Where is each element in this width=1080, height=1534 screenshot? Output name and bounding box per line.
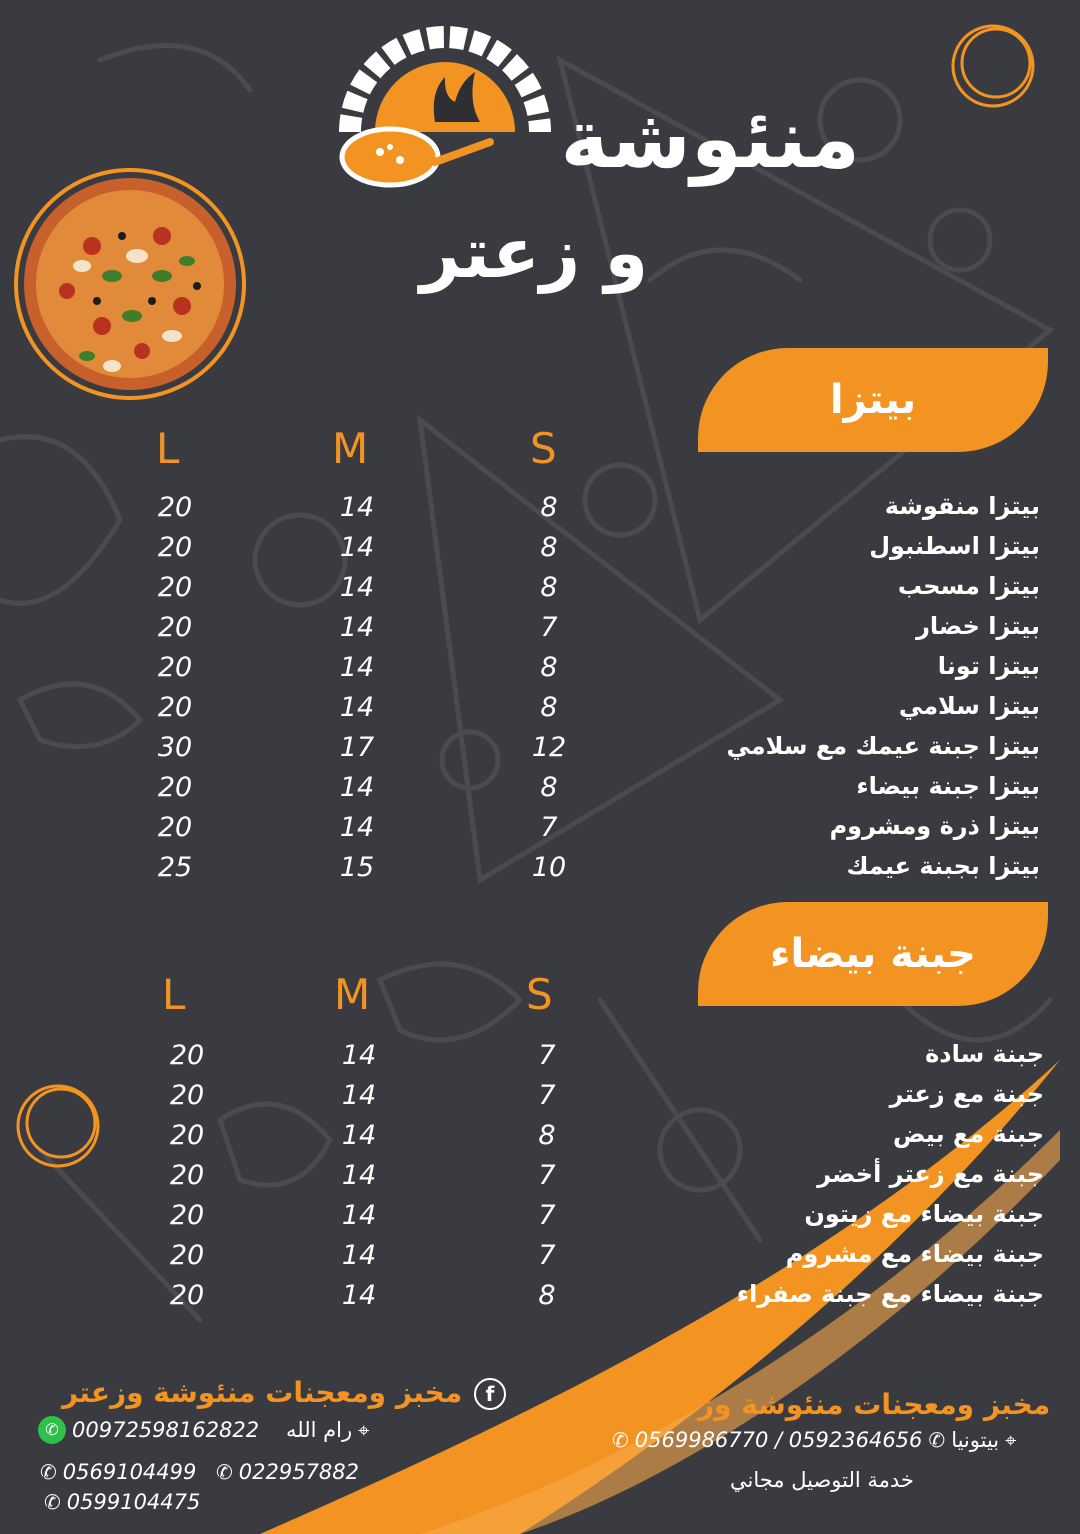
- footer-left-phone-1: [40, 1460, 196, 1484]
- item-name: بيتزا جبنة بيضاء: [856, 772, 1040, 800]
- phone-number: 0569104499: [62, 1460, 197, 1484]
- price-l: 30: [157, 732, 193, 763]
- item-name: بيتزا منقوشة: [884, 492, 1040, 520]
- phone-icon: ✆: [928, 1428, 946, 1452]
- price-l: 20: [157, 612, 193, 643]
- menu-item: [140, 572, 1040, 612]
- price-m: 14: [339, 492, 375, 523]
- menu-item: [140, 652, 1040, 692]
- price-m: 14: [341, 1280, 377, 1311]
- item-name: بيتزا تونا: [937, 652, 1040, 680]
- price-s: 8: [540, 772, 558, 803]
- price-l: 20: [169, 1040, 205, 1071]
- price-m: 14: [339, 572, 375, 603]
- price-s: 7: [538, 1200, 556, 1231]
- price-l: 20: [157, 772, 193, 803]
- footer-right-title: مخبز ومعجنات منئوشة وزعتر: [650, 1388, 1051, 1421]
- price-l: 20: [169, 1160, 205, 1191]
- price-s: 7: [538, 1040, 556, 1071]
- phone-number: 022957882: [238, 1460, 360, 1484]
- menu-item: [152, 1280, 1044, 1320]
- price-m: 14: [341, 1040, 377, 1071]
- price-s: 7: [538, 1240, 556, 1271]
- menu-item: [140, 532, 1040, 572]
- price-s: 8: [540, 692, 558, 723]
- brand-name-sub: و زعتر: [420, 212, 649, 294]
- price-s: 7: [540, 812, 558, 843]
- phone-numbers: 0569986770 / 0592364656: [634, 1428, 923, 1452]
- price-m: 14: [341, 1200, 377, 1231]
- item-name: جبنة بيضاء مع زيتون: [804, 1200, 1044, 1228]
- price-s: 8: [540, 572, 558, 603]
- price-l: 20: [169, 1080, 205, 1111]
- price-m: 14: [341, 1240, 377, 1271]
- location-name: رام الله: [286, 1418, 353, 1442]
- price-s: 8: [538, 1280, 556, 1311]
- brand-name-main: منئوشة: [560, 92, 860, 187]
- menu-item: [152, 1200, 1044, 1240]
- footer-right-delivery: [730, 1468, 914, 1492]
- delivery-note: خدمة التوصيل مجاني: [730, 1468, 914, 1492]
- price-l: 20: [169, 1200, 205, 1231]
- menu-item: [140, 612, 1040, 652]
- phone-number: 0599104475: [66, 1490, 201, 1514]
- pizza-menu-list: [140, 492, 1044, 892]
- menu-item: [140, 692, 1040, 732]
- price-l: 20: [157, 812, 193, 843]
- price-m: 14: [341, 1080, 377, 1111]
- menu-item: [140, 812, 1040, 852]
- item-name: جبنة بيضاء مع مشروم: [785, 1240, 1044, 1268]
- menu-item: [140, 852, 1040, 892]
- size-header-s: S: [530, 424, 557, 473]
- footer-left-phone-2: [216, 1460, 359, 1484]
- price-m: 14: [339, 772, 375, 803]
- footer-left-whatsapp: [38, 1416, 259, 1444]
- item-name: بيتزا مسحب: [897, 572, 1040, 600]
- white-cheese-menu-list: [152, 1040, 1044, 1320]
- price-s: 8: [540, 492, 558, 523]
- menu-item: [152, 1160, 1044, 1200]
- size-header-l: L: [156, 424, 180, 473]
- price-m: 14: [339, 812, 375, 843]
- menu-item: [140, 732, 1040, 772]
- item-name: بيتزا جبنة عيمك مع سلامي: [726, 732, 1040, 760]
- whatsapp-icon: ✆: [38, 1416, 66, 1444]
- price-l: 20: [157, 492, 193, 523]
- location-name: بيتونيا: [951, 1428, 1000, 1452]
- menu-item: [152, 1240, 1044, 1280]
- section-title-white-cheese: جبنة بيضاء: [698, 902, 1048, 1006]
- phone-icon: ✆: [612, 1428, 629, 1452]
- price-s: 12: [531, 732, 567, 763]
- menu-item: [152, 1120, 1044, 1160]
- phone-icon: ✆: [216, 1460, 233, 1484]
- item-name: جبنة مع زعتر أخضر: [817, 1160, 1044, 1188]
- price-m: 14: [341, 1120, 377, 1151]
- size-header-s: S: [526, 970, 553, 1019]
- phone-icon: ✆: [40, 1460, 57, 1484]
- section-title-pizza: بيتزا: [698, 348, 1048, 452]
- price-s: 7: [538, 1160, 556, 1191]
- price-s: 7: [538, 1080, 556, 1111]
- size-header-m: M: [334, 970, 371, 1019]
- price-l: 20: [169, 1240, 205, 1271]
- price-m: 14: [341, 1160, 377, 1191]
- location-pin-icon: ⌖: [1005, 1428, 1017, 1452]
- whatsapp-number: 00972598162822: [72, 1418, 260, 1442]
- price-s: 8: [538, 1120, 556, 1151]
- menu-item: [140, 492, 1040, 532]
- size-header-m: M: [332, 424, 369, 473]
- size-header-l: L: [162, 970, 186, 1019]
- price-m: 17: [339, 732, 375, 763]
- item-name: جبنة سادة: [925, 1040, 1044, 1068]
- item-name: بيتزا سلامي: [898, 692, 1040, 720]
- item-name: بيتزا خضار: [916, 612, 1040, 640]
- footer-left-title: مخبز ومعجنات منئوشة وزعتر: [62, 1376, 463, 1409]
- item-name: جبنة بيضاء مع جبنة صفراء: [736, 1280, 1044, 1308]
- pizza-image: [12, 166, 248, 402]
- price-m: 14: [339, 652, 375, 683]
- price-l: 20: [157, 692, 193, 723]
- price-m: 14: [339, 532, 375, 563]
- price-s: 8: [540, 532, 558, 563]
- footer-right-contact: [612, 1428, 1016, 1452]
- price-s: 8: [540, 652, 558, 683]
- item-name: بيتزا اسطنبول: [869, 532, 1040, 560]
- price-l: 25: [157, 852, 193, 883]
- price-m: 14: [339, 612, 375, 643]
- menu-item: [152, 1040, 1044, 1080]
- brand-logo: [240, 22, 880, 312]
- price-s: 10: [531, 852, 567, 883]
- facebook-icon[interactable]: f: [474, 1378, 506, 1410]
- phone-icon: ✆: [44, 1490, 61, 1514]
- item-name: جبنة مع بيض: [893, 1120, 1044, 1148]
- price-l: 20: [169, 1120, 205, 1151]
- price-m: 14: [339, 692, 375, 723]
- footer-left-phone-3: [44, 1490, 200, 1514]
- price-l: 20: [157, 532, 193, 563]
- price-l: 20: [169, 1280, 205, 1311]
- footer-left-location: [286, 1418, 369, 1442]
- price-l: 20: [157, 652, 193, 683]
- price-s: 7: [540, 612, 558, 643]
- location-pin-icon: ⌖: [358, 1418, 370, 1442]
- menu-item: [152, 1080, 1044, 1120]
- item-name: بيتزا بجبنة عيمك: [846, 852, 1040, 880]
- price-l: 20: [157, 572, 193, 603]
- item-name: جبنة مع زعتر: [889, 1080, 1044, 1108]
- price-m: 15: [339, 852, 375, 883]
- menu-item: [140, 772, 1040, 812]
- item-name: بيتزا ذرة ومشروم: [829, 812, 1040, 840]
